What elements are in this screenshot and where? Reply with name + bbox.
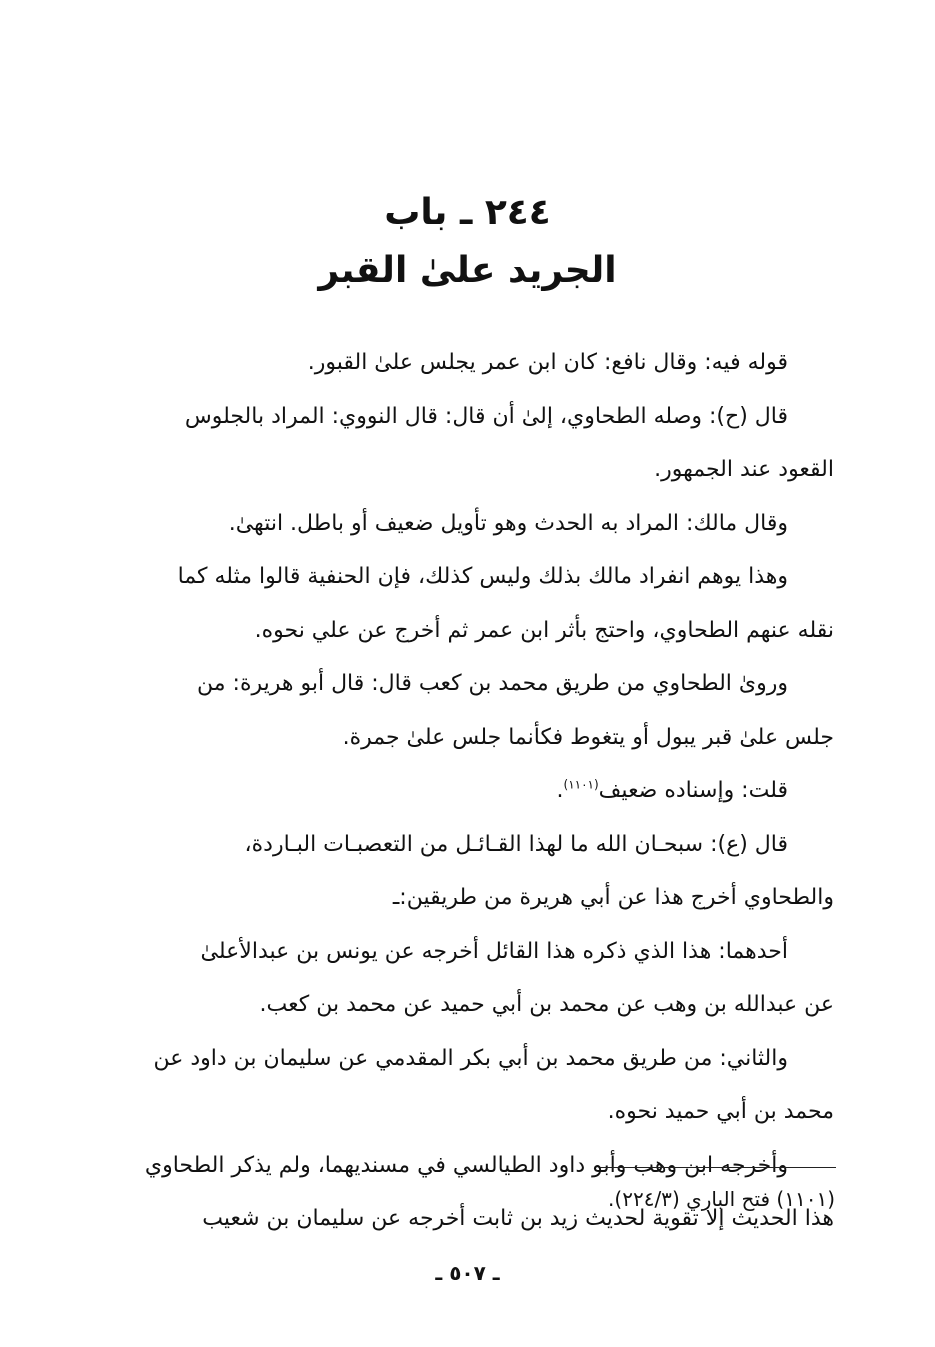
text-segment: قلت: وإسناده ضعيف (598, 778, 788, 803)
text-line: وأخرجه ابن وهب وأبو داود الطيالسي في مسنديهما، ولم يذكر الطحاوي (144, 1152, 788, 1178)
text-line (122, 764, 834, 818)
text-segment: . (556, 778, 564, 803)
text-line: والثاني: من طريق محمد بن أبي بكر المقدمي عن سليمان بن داود عن (153, 1045, 788, 1071)
text-line: نقله عنهم الطحاوي، واحتج بأثر ابن عمر ثم أخرج عن علي نحوه. (254, 617, 834, 643)
chapter-title: الجريد علىٰ القبر (318, 250, 617, 291)
text-line: قوله فيه: وقال نافع: كان ابن عمر يجلس علىٰ القبور. (307, 350, 788, 375)
text-line: والطحاوي أخرج هذا عن أبي هريرة من طريقين:ـ (392, 885, 834, 910)
text-line: وقال مالك: المراد به الحدث وهو تأويل ضعيف أو باطل. انتهىٰ. (228, 510, 788, 536)
footnote-reference: (١١٠١) (563, 777, 599, 792)
text-line: محمد بن أبي حميد نحوه. (607, 1099, 834, 1124)
text-line: وروىٰ الطحاوي من طريق محمد بن كعب قال: قال أبو هريرة: من (197, 671, 788, 696)
footnote-divider (600, 1167, 836, 1168)
footnote: (١١٠١) فتح الباري (٢٢٤/٣). (608, 1187, 835, 1211)
text-line: أحدهما: هذا الذي ذكره هذا القائل أخرجه عن يونس بن عبدالأعلىٰ (200, 938, 788, 964)
text-line: قال (ع): سبحـان الله ما لهذا القـائـل من التعصبـات البـاردة، (244, 831, 788, 857)
text-line: وهذا يوهم انفراد مالك بذلك وليس كذلك، فإن الحنفية قالوا مثله كما (177, 564, 788, 589)
chapter-number: ٢٤٤ ـ باب (384, 192, 551, 233)
text-line: هذا الحديث إلا تقوية لحديث زيد بن ثابت أخرجه عن سليمان بن شعيب (202, 1206, 834, 1231)
body-text (122, 336, 834, 1246)
text-line: القعود عند الجمهور. (654, 457, 834, 482)
text-line: قال (ح): وصله الطحاوي، إلىٰ أن قال: قال النووي: المراد بالجلوس (184, 403, 788, 429)
text-line: عن عبدالله بن وهب عن محمد بن أبي حميد عن محمد بن كعب. (259, 992, 834, 1017)
text-line: جلس علىٰ قبر يبول أو يتغوط فكأنما جلس علىٰ جمرة. (342, 724, 834, 750)
page-number: ـ ٥٠٧ ـ (435, 1261, 500, 1285)
